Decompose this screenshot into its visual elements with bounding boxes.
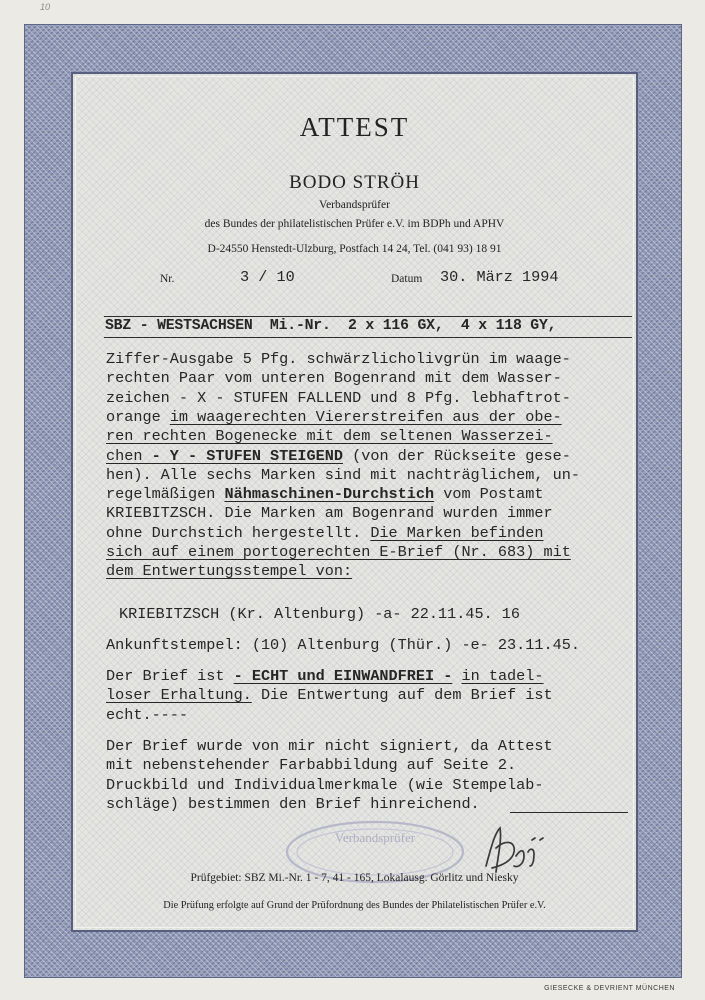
text-segment: im waagerechten Viererstreifen aus der obe-: [169, 407, 562, 426]
text-line: [106, 737, 553, 755]
text-segment: ren rechten Bogenecke mit dem seltenen Wasserzei-: [106, 427, 553, 446]
text-line: [106, 447, 571, 465]
examiner-name: BODO STRÖH: [289, 172, 420, 193]
text-segment: - ECHT und EINWANDFREI -: [233, 667, 453, 685]
text-segment: mit nebenstehender Farbabbildung auf Seite 2.: [106, 756, 517, 775]
text-segment: chen: [106, 446, 152, 465]
text-segment: schläge) bestimmen den Brief hinreichend.: [106, 794, 480, 813]
stamp-heading: SBZ - WESTSACHSEN Mi.-Nr. 2 x 116 GX, 4 x 118 GY,: [105, 318, 557, 334]
text-segment: echt.----: [106, 705, 189, 724]
text-segment: hen). Alle sechs Marken sind mit nachträglichem, un-: [106, 465, 580, 484]
text-line: [106, 562, 352, 580]
examiner-address: D-24550 Henstedt-Ulzburg, Postfach 14 24, Tel. (041 93) 18 91: [207, 243, 502, 255]
text-segment: orange: [106, 407, 170, 426]
text-segment: ohne Durchstich hergestellt.: [106, 523, 371, 542]
text-line: [106, 776, 543, 794]
text-segment: vom Postamt: [434, 485, 544, 504]
date-value: 30. März 1994: [440, 268, 559, 286]
text-line: [106, 485, 543, 503]
certificate-title: ATTEST: [299, 112, 410, 142]
cancel-line: KRIEBITZSCH (Kr. Altenburg) -a- 22.11.45. 16: [119, 605, 521, 623]
text-segment: regelmäßigen: [106, 485, 225, 504]
arrival-line: Ankunftstempel: (10) Altenburg (Thür.) -e- 23.11.45.: [106, 636, 580, 654]
nr-label: Nr.: [160, 273, 175, 285]
closing-rule: [510, 812, 628, 813]
text-line: [106, 389, 571, 407]
text-segment: loser Erhaltung.: [106, 686, 252, 705]
text-segment: in tadel-: [461, 667, 544, 685]
text-segment: zeichen - X - STUFEN FALLEND und 8 Pfg. lebhaftrot-: [106, 388, 571, 407]
text-segment: Nähmaschinen-Durchstich: [224, 485, 435, 504]
text-line: [106, 706, 188, 724]
text-segment: Der Brief ist: [106, 667, 234, 685]
printer-mark: GIESECKE & DEVRIENT MÜNCHEN: [544, 985, 675, 992]
text-line: [106, 504, 553, 522]
text-line: [106, 524, 543, 542]
nr-value: 3 / 10: [240, 268, 295, 286]
text-segment: dem Entwertungsstempel von:: [106, 562, 353, 581]
text-line: [106, 756, 516, 774]
text-segment: KRIEBITZSCH. Die Marken am Bogenrand wurden immer: [106, 504, 553, 523]
text-segment: - Y - STUFEN STEIGEND: [151, 446, 343, 465]
text-line: [106, 466, 580, 484]
examiner-association: des Bundes der philatelistischen Prüfer e.V. im BDPh und APHV: [204, 218, 505, 230]
text-line: [106, 543, 571, 561]
text-line: [106, 686, 553, 704]
text-segment: Der Brief wurde von mir nicht signiert, da Attest: [106, 737, 553, 755]
pruefgebiet-line: Prüfgebiet: SBZ Mi.-Nr. 1 - 7, 41 - 165, Lokalausg. Görlitz und Niesky: [190, 872, 519, 884]
text-segment: sich auf einem portogerechten E-Brief (Nr. 683) mit: [106, 543, 571, 561]
text-segment: Ziffer-Ausgabe 5 Pfg. schwärzlicholivgrün im waage-: [106, 350, 571, 368]
text-line: [106, 667, 544, 685]
text-segment: Druckbild und Individualmerkmale (wie Stempelab-: [106, 775, 544, 794]
text-segment: Die Marken befinden: [370, 523, 544, 542]
pencil-note: 10: [40, 2, 51, 12]
pruefordnung-line: Die Prüfung erfolgte auf Grund der Prüfordnung des Bundes der Philatelistischen Prüfer e.V.: [163, 900, 546, 911]
text-line: [106, 369, 562, 387]
examiner-role: Verbandsprüfer: [319, 199, 390, 211]
text-line: [106, 408, 562, 426]
stamp-text: Verbandsprüfer: [334, 830, 416, 845]
text-segment: rechten Paar vom unteren Bogenrand mit dem Wasser-: [106, 369, 562, 388]
text-line: [106, 427, 553, 445]
text-segment: Die Entwertung auf dem Brief ist: [251, 686, 553, 705]
date-label: Datum: [391, 273, 423, 285]
text-line: [106, 795, 480, 813]
text-segment: (von der Rückseite gese-: [342, 446, 571, 465]
text-line: [106, 350, 571, 368]
